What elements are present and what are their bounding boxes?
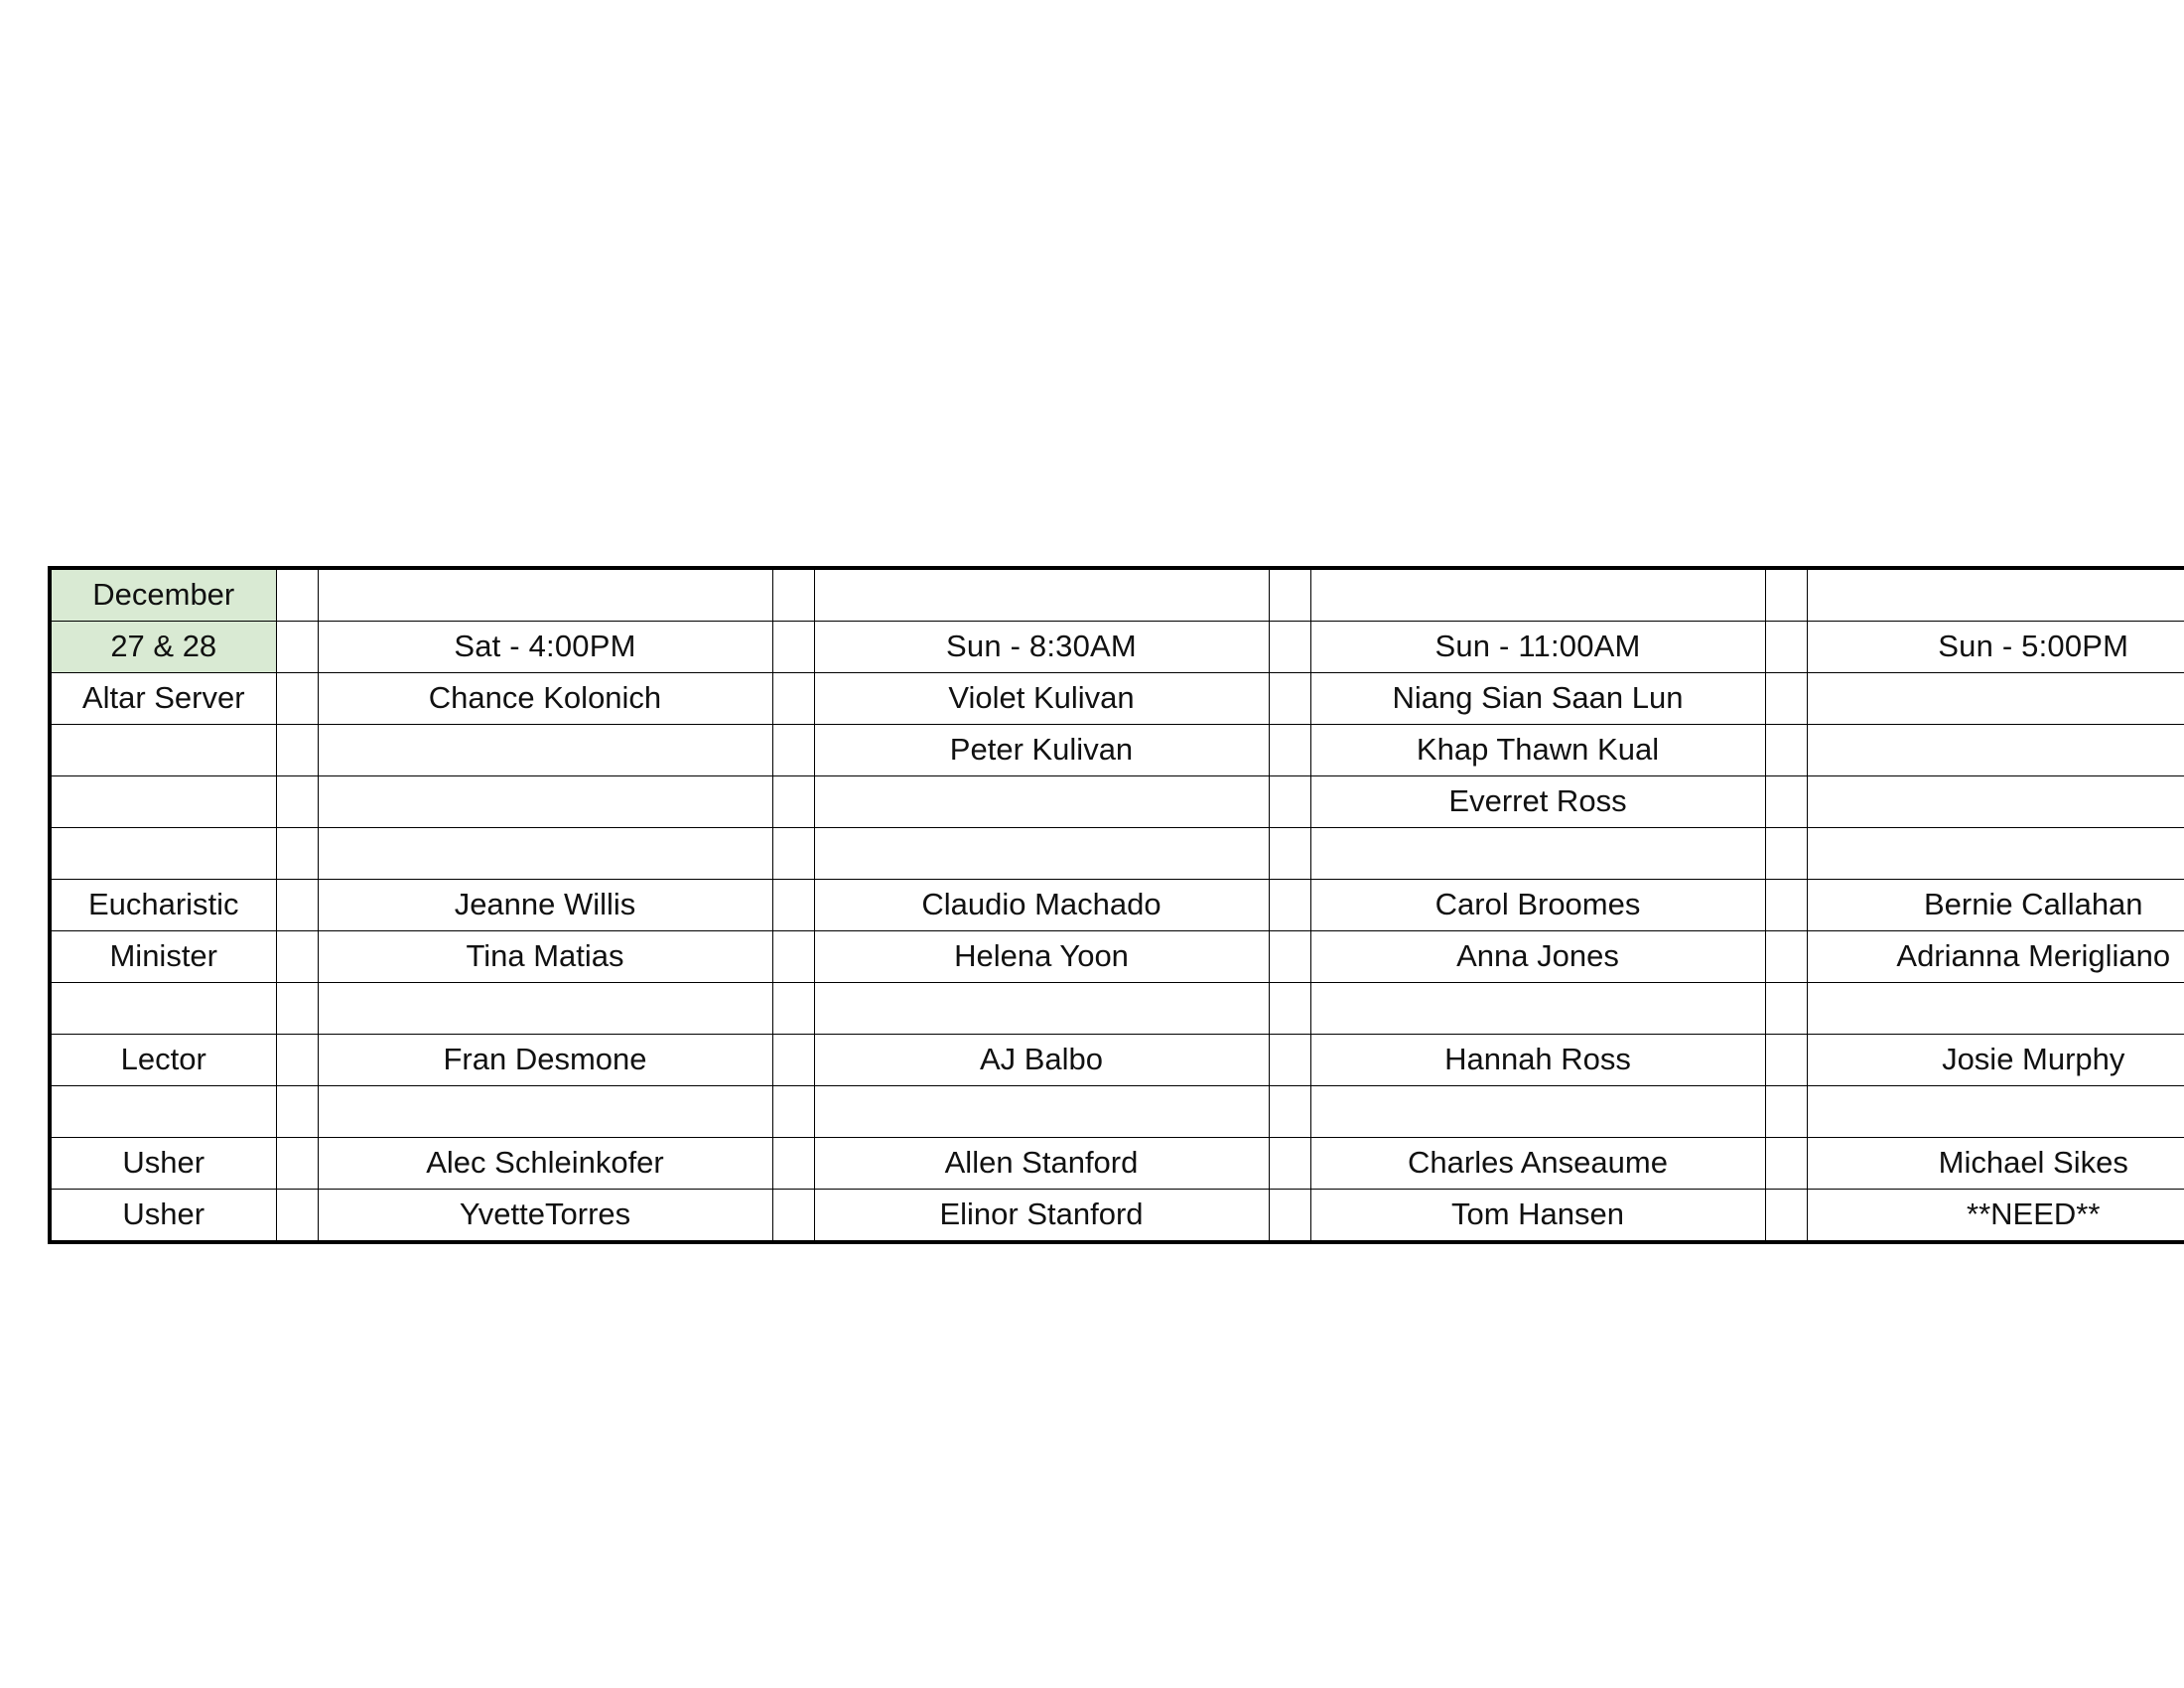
assignment-cell: Violet Kulivan <box>814 673 1269 725</box>
spacer-cell <box>276 568 318 622</box>
assignment-cell <box>1807 1086 2184 1138</box>
spacer-cell <box>1269 983 1310 1035</box>
table-row <box>50 880 2184 931</box>
spacer-cell <box>1269 776 1310 828</box>
assignment-cell <box>1807 983 2184 1035</box>
spacer-cell <box>276 1190 318 1243</box>
spacer-cell <box>276 776 318 828</box>
spacer-cell <box>276 1138 318 1190</box>
table-row <box>50 725 2184 776</box>
spacer-cell <box>772 1138 814 1190</box>
header-blank-3 <box>1310 568 1765 622</box>
assignment-cell: Charles Anseaume <box>1310 1138 1765 1190</box>
spacer-cell <box>772 1035 814 1086</box>
spacer-cell <box>1269 880 1310 931</box>
assignment-cell: Bernie Callahan <box>1807 880 2184 931</box>
assignment-cell: Everret Ross <box>1310 776 1765 828</box>
row-role-label: Eucharistic <box>50 880 276 931</box>
spacer-cell <box>1269 725 1310 776</box>
assignment-cell <box>1807 828 2184 880</box>
schedule-container <box>48 566 2171 1244</box>
spacer-cell <box>276 880 318 931</box>
assignment-cell: Hannah Ross <box>1310 1035 1765 1086</box>
spacer-cell <box>772 1086 814 1138</box>
assignment-cell: Helena Yoon <box>814 931 1269 983</box>
month-label-line1: December <box>50 568 276 622</box>
assignment-cell <box>1807 725 2184 776</box>
spacer-cell <box>772 568 814 622</box>
assignment-cell: Josie Murphy <box>1807 1035 2184 1086</box>
row-role-label <box>50 828 276 880</box>
spacer-cell <box>276 1035 318 1086</box>
table-row-service-headers <box>50 622 2184 673</box>
row-role-label: Lector <box>50 1035 276 1086</box>
assignment-cell <box>1310 1086 1765 1138</box>
spacer-cell <box>1765 828 1807 880</box>
spacer-cell <box>772 880 814 931</box>
table-row <box>50 931 2184 983</box>
spacer-cell <box>276 828 318 880</box>
spacer-cell <box>276 622 318 673</box>
assignment-cell: YvetteTorres <box>318 1190 772 1243</box>
spacer-cell <box>1765 568 1807 622</box>
assignment-cell <box>814 1086 1269 1138</box>
spacer-cell <box>1269 828 1310 880</box>
service-header-2: Sun - 8:30AM <box>814 622 1269 673</box>
service-header-1: Sat - 4:00PM <box>318 622 772 673</box>
row-role-label: Minister <box>50 931 276 983</box>
service-header-3: Sun - 11:00AM <box>1310 622 1765 673</box>
ministry-schedule-table <box>48 566 2184 1244</box>
table-row-month <box>50 568 2184 622</box>
spacer-cell <box>1269 1190 1310 1243</box>
row-role-label <box>50 983 276 1035</box>
spacer-cell <box>1765 1138 1807 1190</box>
spacer-cell <box>772 776 814 828</box>
assignment-cell: Anna Jones <box>1310 931 1765 983</box>
spacer-cell <box>1765 1035 1807 1086</box>
row-role-label <box>50 725 276 776</box>
row-role-label: Usher <box>50 1190 276 1243</box>
spacer-cell <box>276 931 318 983</box>
table-row <box>50 828 2184 880</box>
assignment-cell <box>814 983 1269 1035</box>
spacer-cell <box>772 673 814 725</box>
spacer-cell <box>772 1190 814 1243</box>
spacer-cell <box>1765 931 1807 983</box>
assignment-cell <box>1807 776 2184 828</box>
month-label-line2: 27 & 28 <box>50 622 276 673</box>
spacer-cell <box>1765 880 1807 931</box>
spacer-cell <box>1269 1086 1310 1138</box>
row-role-label: Altar Server <box>50 673 276 725</box>
assignment-cell: Claudio Machado <box>814 880 1269 931</box>
spacer-cell <box>276 673 318 725</box>
assignment-cell <box>318 983 772 1035</box>
assignment-cell: Chance Kolonich <box>318 673 772 725</box>
spacer-cell <box>1765 1086 1807 1138</box>
assignment-cell: Peter Kulivan <box>814 725 1269 776</box>
assignment-cell <box>1807 673 2184 725</box>
spacer-cell <box>276 725 318 776</box>
assignment-cell: Allen Stanford <box>814 1138 1269 1190</box>
header-blank-2 <box>814 568 1269 622</box>
spacer-cell <box>276 1086 318 1138</box>
header-blank-4 <box>1807 568 2184 622</box>
spacer-cell <box>1765 983 1807 1035</box>
spacer-cell <box>1269 931 1310 983</box>
assignment-cell: Fran Desmone <box>318 1035 772 1086</box>
assignment-cell <box>318 1086 772 1138</box>
spacer-cell <box>1269 1035 1310 1086</box>
table-row <box>50 983 2184 1035</box>
spacer-cell <box>276 983 318 1035</box>
spacer-cell <box>772 931 814 983</box>
service-header-4: Sun - 5:00PM <box>1807 622 2184 673</box>
header-blank-1 <box>318 568 772 622</box>
assignment-cell <box>318 725 772 776</box>
assignment-cell: Alec Schleinkofer <box>318 1138 772 1190</box>
spacer-cell <box>772 828 814 880</box>
table-row <box>50 1138 2184 1190</box>
assignment-cell: **NEED** <box>1807 1190 2184 1243</box>
spacer-cell <box>772 725 814 776</box>
table-row <box>50 1190 2184 1243</box>
assignment-cell <box>1310 983 1765 1035</box>
table-row <box>50 673 2184 725</box>
spacer-cell <box>1765 622 1807 673</box>
spacer-cell <box>1269 673 1310 725</box>
spacer-cell <box>772 622 814 673</box>
spacer-cell <box>1269 568 1310 622</box>
assignment-cell: Niang Sian Saan Lun <box>1310 673 1765 725</box>
spacer-cell <box>1765 1190 1807 1243</box>
row-role-label <box>50 776 276 828</box>
row-role-label <box>50 1086 276 1138</box>
assignment-cell: AJ Balbo <box>814 1035 1269 1086</box>
spacer-cell <box>1765 673 1807 725</box>
assignment-cell <box>814 828 1269 880</box>
spacer-cell <box>1765 776 1807 828</box>
spacer-cell <box>772 983 814 1035</box>
spacer-cell <box>1269 622 1310 673</box>
assignment-cell <box>318 828 772 880</box>
assignment-cell: Adrianna Merigliano <box>1807 931 2184 983</box>
assignment-cell: Khap Thawn Kual <box>1310 725 1765 776</box>
assignment-cell <box>1310 828 1765 880</box>
spacer-cell <box>1765 725 1807 776</box>
table-row <box>50 1086 2184 1138</box>
assignment-cell <box>814 776 1269 828</box>
spacer-cell <box>1269 1138 1310 1190</box>
assignment-cell: Carol Broomes <box>1310 880 1765 931</box>
assignment-cell: Tina Matias <box>318 931 772 983</box>
table-row <box>50 776 2184 828</box>
table-row <box>50 1035 2184 1086</box>
assignment-cell: Elinor Stanford <box>814 1190 1269 1243</box>
assignment-cell <box>318 776 772 828</box>
assignment-cell: Tom Hansen <box>1310 1190 1765 1243</box>
row-role-label: Usher <box>50 1138 276 1190</box>
assignment-cell: Michael Sikes <box>1807 1138 2184 1190</box>
assignment-cell: Jeanne Willis <box>318 880 772 931</box>
